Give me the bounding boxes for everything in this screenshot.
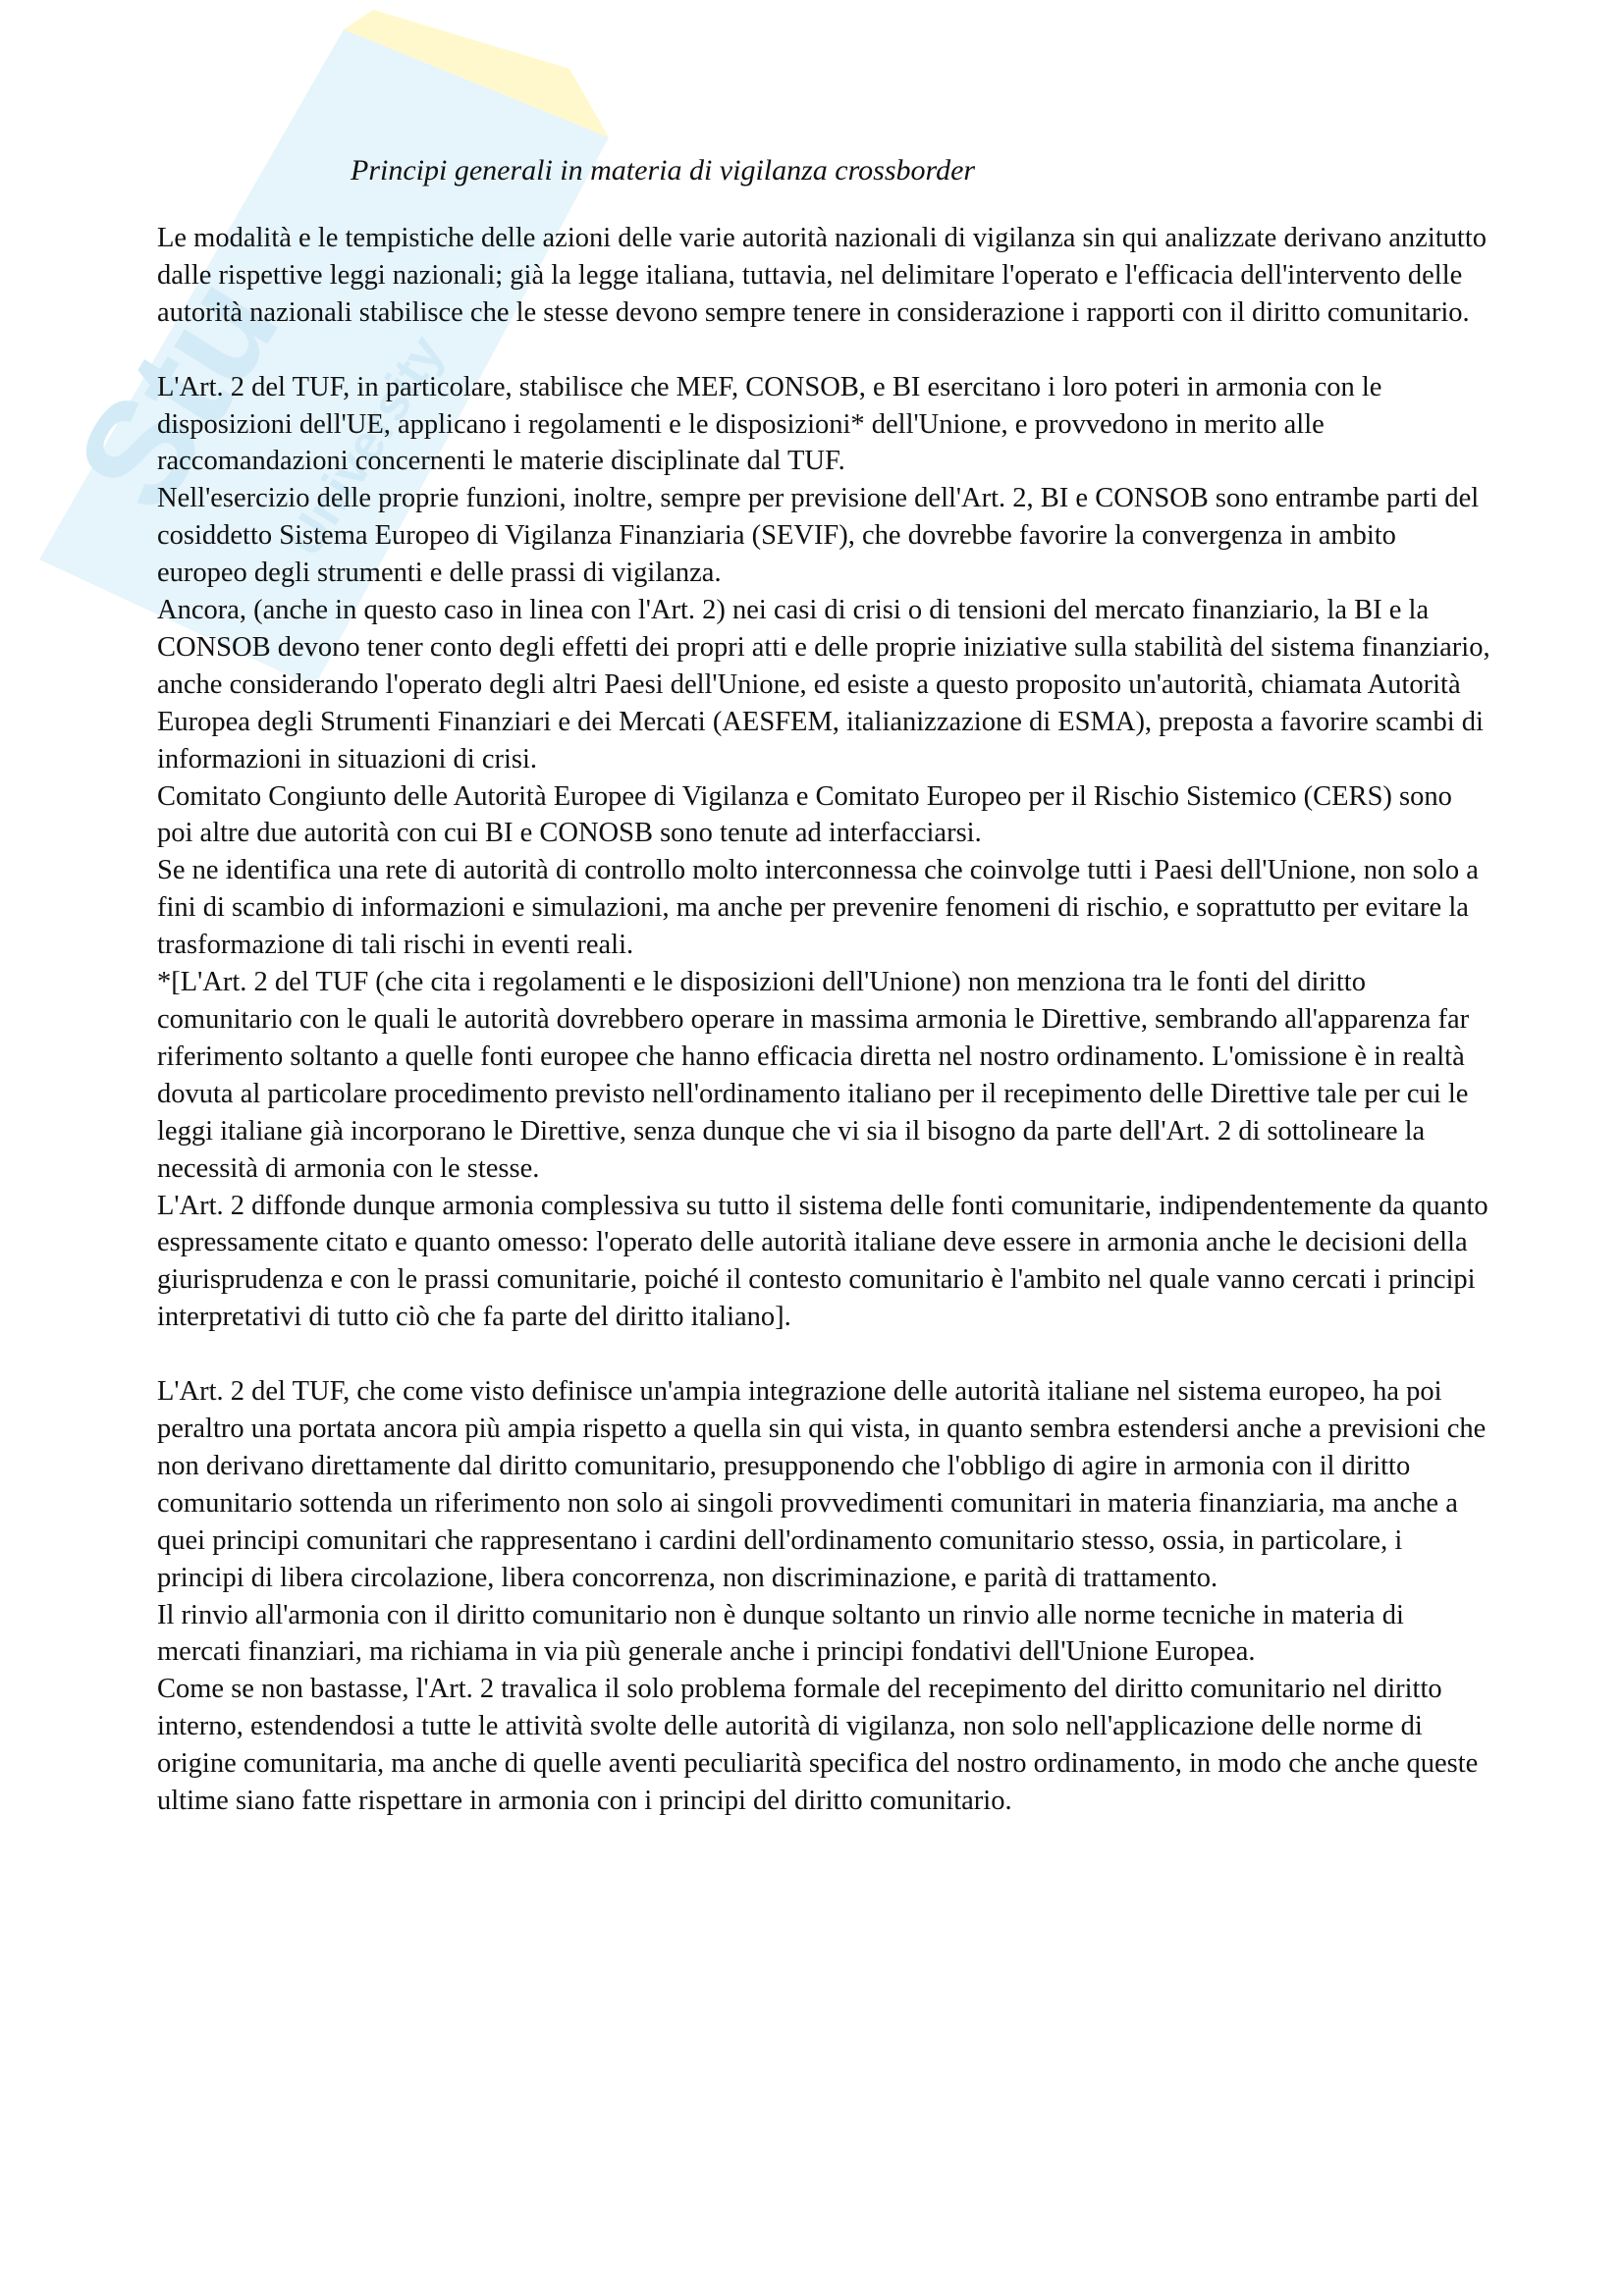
paragraph-crisis: Ancora, (anche in questo caso in linea con l'Art. 2) nei casi di crisi o di tensioni del mercato finanziario, la BI e la CONSOB devono tener conto degli effetti dei propri atti e delle proprie iniziative sulla stabilità del sistema finanziario, anche considerando l'operato degli altri Paesi dell'Unione, ed esiste a questo proposito un'autorità, chiamata Autorità Europea degli Strumenti Finanziari e dei Mercati (AESFEM, italianizzazione di ESMA), preposta a favorire scambi di informazioni in situazioni di crisi.	[157, 595, 1490, 774]
paragraph-integration: L'Art. 2 del TUF, che come visto definisce un'ampia integrazione delle autorità italiane nel sistema europeo, ha poi peraltro una portata ancora più ampia rispetto a quella sin qui vista, in quanto sembra estendersi anche a previsioni che non derivano direttamente dal diritto comunitario, presupponendo che l'obbligo di agire in armonia con il diritto comunitario sottenda un riferimento non solo ai singoli provvedimenti comunitari in materia finanziaria, ma anche a quei principi comunitari che rappresentano i cardini dell'ordinamento comunitario stesso, ossia, in particolare, i principi di libera circolazione, libera concorrenza, non discriminazione, e parità di trattamento.	[157, 1376, 1487, 1593]
paragraph-cers: Comitato Congiunto delle Autorità Europee di Vigilanza e Comitato Europeo per il Rischio Sistemico (CERS) sono poi altre due autorità con cui BI e CONOSB sono tenute ad interfacciarsi.	[157, 780, 1452, 849]
paragraph-sevif: Nell'esercizio delle proprie funzioni, inoltre, sempre per previsione dell'Art. 2, BI e CONSOB sono entrambe parti del cosiddetto Sistema Europeo di Vigilanza Finanziaria (SEVIF), che dovrebbe favorire la convergenza in ambito europeo degli strumenti e delle prassi di vigilanza.	[157, 483, 1480, 589]
paragraph-network: Se ne identifica una rete di autorità di controllo molto interconnessa che coinvolge tutti i Paesi dell'Unione, non solo a fini di scambio di informazioni e simulazioni, ma anche per prevenire fenomeni di rischio, e soprattutto per evitare la trasformazione di tali rischi in eventi reali.	[157, 855, 1479, 961]
paragraph-spacer	[157, 1336, 1492, 1373]
paragraph-art2-powers: L'Art. 2 del TUF, in particolare, stabilisce che MEF, CONSOB, e BI esercitano i loro poteri in armonia con le disposizioni dell'UE, applicano i regolamenti e le disposizioni* dell'Unione, e provvedono in merito alle raccomandazioni concernenti le materie disciplinate dal TUF.	[157, 371, 1382, 477]
paragraph-footnote-directives: *[L'Art. 2 del TUF (che cita i regolamenti e le disposizioni dell'Unione) non menziona tra le fonti del diritto comunitario con le quali le autorità dovrebbero operare in massima armonia le Direttive, sembrando all'apparenza far riferimento soltanto a quelle fonti europee che hanno efficacia diretta nel nostro ordinamento. L'omissione è in realtà dovuta al particolare procedimento previsto nell'ordinamento italiano per il recepimento delle Direttive tale per cui le leggi italiane già incorporano le Direttive, senza dunque che vi sia il bisogno da parte dell'Art. 2 di sottolineare la necessità di armonia con le stesse.	[157, 967, 1470, 1184]
paragraph-conclusion: Come se non bastasse, l'Art. 2 travalica il solo problema formale del recepimento del diritto comunitario nel diritto interno, estendendosi a tutte le attività svolte delle autorità di vigilanza, non solo nell'applicazione delle norme di origine comunitaria, ma anche di quelle aventi peculiarità specifica del nostro ordinamento, in modo che anche queste ultime siano fatte rispettare in armonia con i principi del diritto comunitario.	[157, 1674, 1479, 1817]
svg-text:Stu: Stu	[43, 248, 310, 537]
paragraph-intro: Le modalità e le tempistiche delle azioni delle varie autorità nazionali di vigilanza sin qui analizzate derivano anzitutto dalle rispettive leggi nazionali; già la legge italiana, tuttavia, nel delimitare l'operato e l'efficacia dell'intervento delle autorità nazionali stabilisce che le stesse devono sempre tenere in considerazione i rapporti con il diritto comunitario.	[157, 223, 1488, 328]
document-page	[157, 149, 1492, 1820]
svg-text:University: University	[275, 326, 456, 566]
paragraph-spacer	[157, 332, 1492, 369]
document-title: Principi generali in materia di vigilanza crossborder	[351, 154, 976, 187]
paragraph-harmony: L'Art. 2 diffonde dunque armonia complessiva su tutto il sistema delle fonti comunitarie, indipendentemente da quanto espressamente citato e quanto omesso: l'operato delle autorità italiane deve essere in armonia anche le decisioni della giurisprudenza e con le prassi comunitarie, poiché il contesto comunitario è l'ambito nel quale vanno cercati i principi interpretativi di tutto ciò che fa parte del diritto italiano].	[157, 1190, 1488, 1333]
paragraph-rinvio: Il rinvio all'armonia con il diritto comunitario non è dunque soltanto un rinvio alle norme tecniche in materia di mercati finanziari, ma richiama in via più generale anche i principi fondativi dell'Unione Europea.	[157, 1599, 1404, 1668]
